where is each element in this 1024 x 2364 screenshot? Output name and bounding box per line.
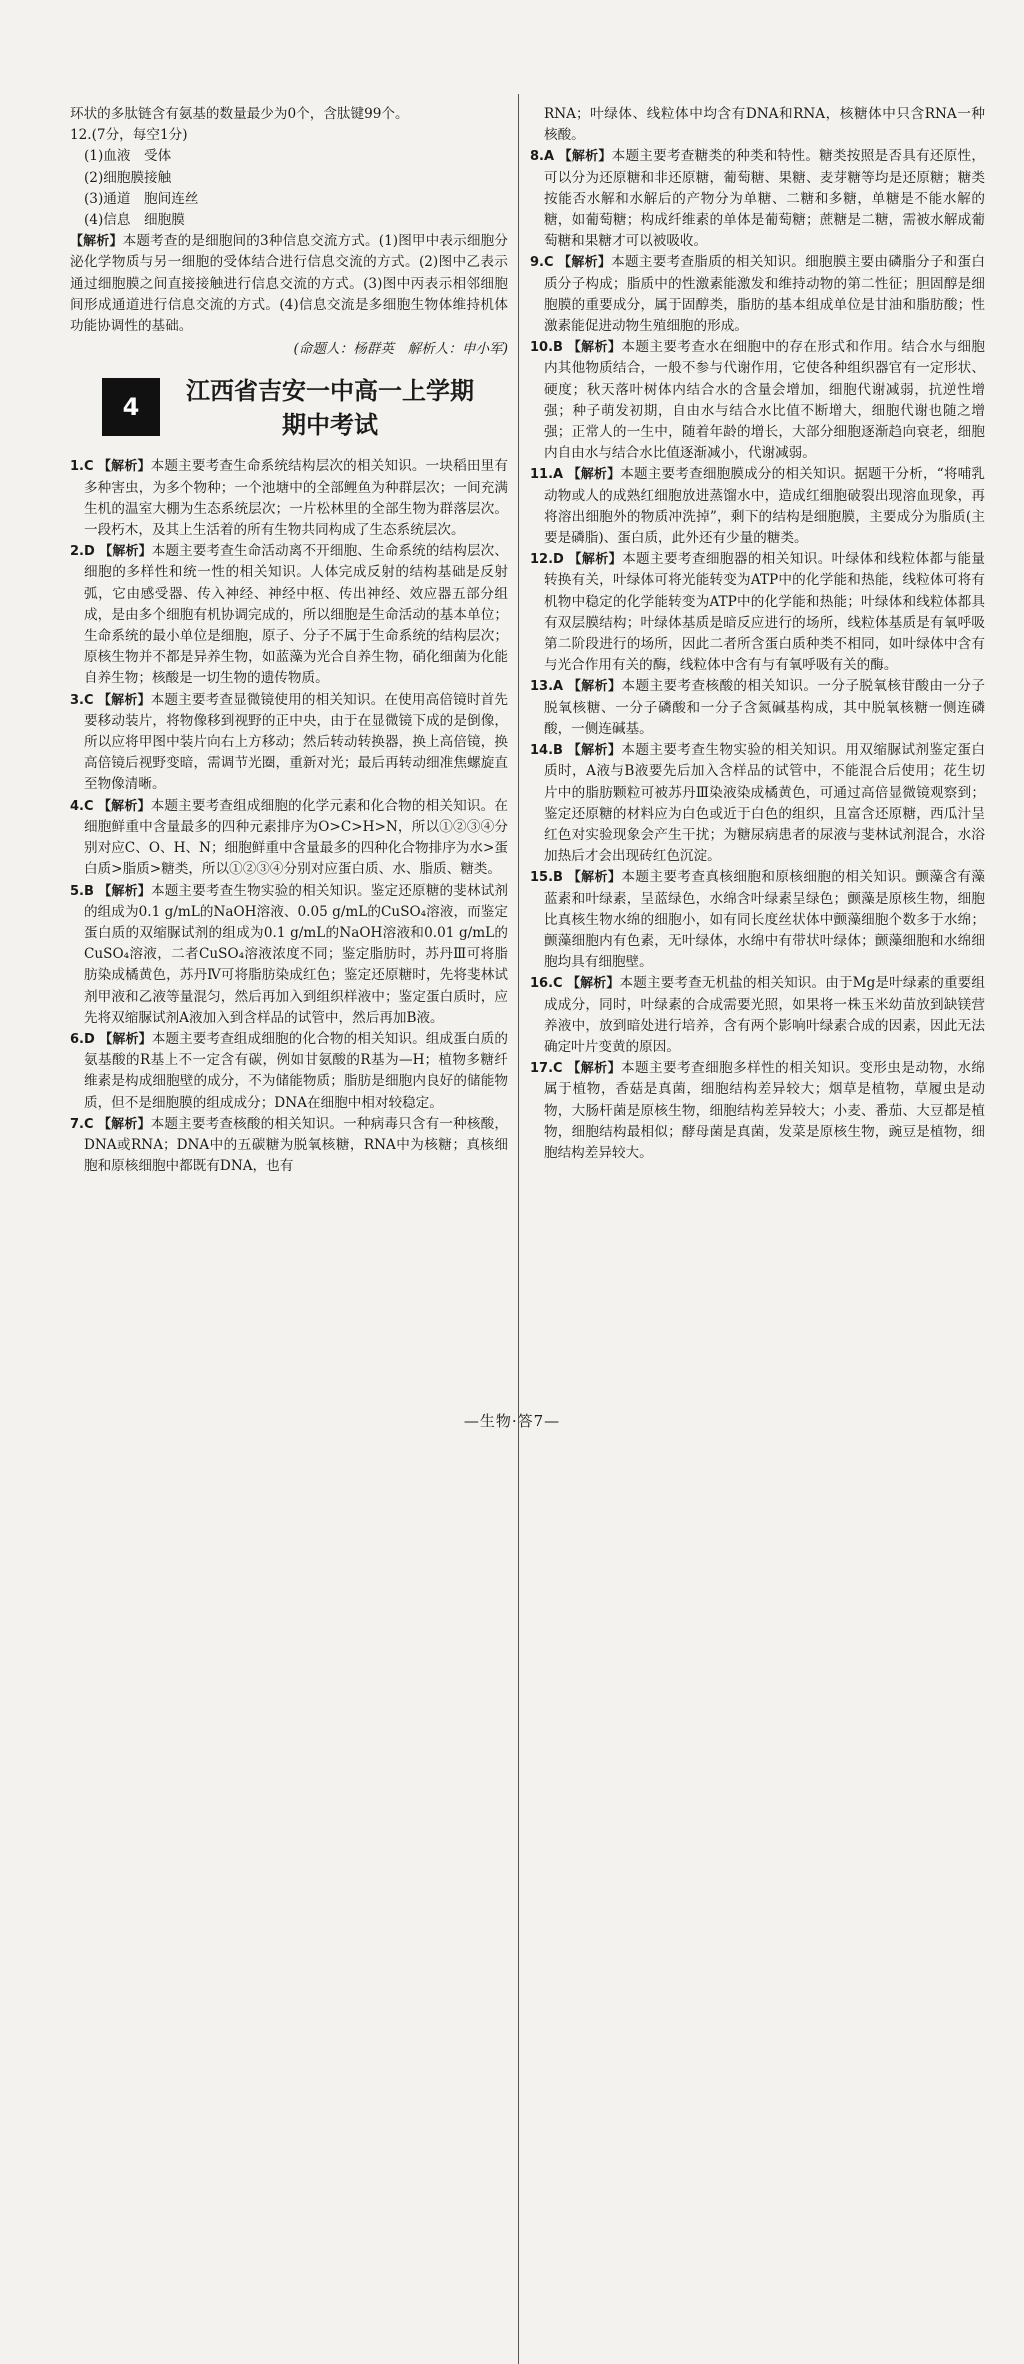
- answer-10: [530, 337, 985, 464]
- q12-head: 12.(7分，每空1分): [70, 127, 188, 144]
- q12-line-1: (1)血液 受体: [84, 148, 172, 165]
- answer-15: [530, 867, 985, 973]
- analysis-text: 本题主要考查生物实验的相关知识。鉴定还原糖的斐林试剂的组成为0.1 g/mL的NaOH溶液、0.05 g/mL的CuSO₄溶液，而鉴定蛋白质的双缩脲试剂的组成为0.1 g/mL的NaOH溶液和0.01 g/mL的CuSO₄溶液，二者CuSO₄溶液浓度不同；鉴定脂肪时，苏丹Ⅲ可将脂肪染成橘黄色，苏丹Ⅳ可将脂肪染成红色；鉴定还原糖时，先将斐林试剂甲液和乙液等量混匀，然后再加入到组织样液中；鉴定蛋白质时，应先将双缩脲试剂A液加入到含样品的试管中，然后再加B液。: [84, 882, 508, 1026]
- analysis-tag: 【解析】: [567, 870, 622, 886]
- analysis-tag: 【解析】: [98, 798, 151, 814]
- answer-number: 10.B: [530, 340, 563, 356]
- answer-number: 1.C: [70, 459, 94, 475]
- analysis-text: 本题主要考查核酸的相关知识。一种病毒只含有一种核酸，DNA或RNA；DNA中的五碳糖为脱氧核糖，RNA中为核糖；真核细胞和原核细胞中都既有DNA，也有: [84, 1115, 508, 1175]
- analysis-text: 本题主要考查生物实验的相关知识。用双缩脲试剂鉴定蛋白质时，A液与B液要先后加入含样品的试管中，不能混合后使用；花生切片中的脂肪颗粒可被苏丹Ⅲ染液染成橘黄色，可通过高倍显微镜观察到；鉴定还原糖的材料应为白色或近于白色的组织，且富含还原糖，西瓜汁呈红色对实验现象会产生干扰；为糖尿病患者的尿液与斐林试剂混合，水浴加热后才会出现砖红色沉淀。: [544, 742, 985, 865]
- analysis-text: 本题主要考查水在细胞中的存在形式和作用。结合水与细胞内其他物质结合，一般不参与代谢作用，它使各种组织器官有一定形状、硬度；秋天落叶树体内结合水的含量会增加，细胞代谢减弱，抗逆性增强；种子萌发初期，自由水与结合水比值不断增大，细胞代谢也随之增强；正常人的一生中，随着年龄的增长，大部分细胞逐渐趋向衰老，细胞内自由水与结合水比值逐渐减小，代谢减弱。: [544, 339, 985, 462]
- left-column: [70, 104, 508, 1177]
- section-title-line-1: 江西省吉安一中高一上学期: [186, 377, 474, 406]
- q12-analysis: [70, 231, 508, 337]
- answer-6: [70, 1029, 508, 1114]
- q12-line-2: (2)细胞膜接触: [84, 169, 172, 186]
- answer-1: [70, 456, 508, 541]
- answer-12: [530, 549, 985, 676]
- analysis-tag: 【解析】: [98, 1116, 151, 1132]
- section-header: [70, 374, 508, 444]
- analysis-text: 本题主要考查核酸的相关知识。一分子脱氧核苷酸由一分子脱氧核糖、一分子磷酸和一分子含氮碱基构成，其中脱氧核糖一侧连磷酸，一侧连碱基。: [544, 678, 985, 737]
- page-footer: —生物·答7—: [463, 1412, 561, 1430]
- analysis-tag: 【解析】: [567, 467, 621, 483]
- analysis-text: 本题主要考查糖类的种类和特性。糖类按照是否具有还原性，可以分为还原糖和非还原糖，葡萄糖、果糖、麦芽糖等均是还原糖；糖类按能否水解和水解后的产物分为单糖、二糖和多糖，单糖是不能水解的糖，如葡萄糖；构成纤维素的单体是葡萄糖；蔗糖是二糖，需被水解成葡萄糖和果糖才可以被吸收。: [544, 148, 985, 250]
- analysis-text: 本题主要考查组成细胞的化合物的相关知识。组成蛋白质的氨基酸的R基上不一定含有碳，例如甘氨酸的R基为—H；植物多糖纤维素是构成细胞壁的成分，不为储能物质；脂肪是细胞内良好的储能物质，但不是细胞膜的组成成分；DNA在细胞中相对较稳定。: [84, 1030, 508, 1111]
- continuation-paragraph: 环状的多肽链含有氨基的数量最少为0个，含肽键99个。: [70, 106, 409, 122]
- analysis-tag: 【解析】: [568, 552, 623, 568]
- answer-14: [530, 740, 985, 867]
- answer-7: [70, 1114, 508, 1178]
- credit-line: (命题人：杨群英 解析人：申小军): [293, 341, 508, 358]
- analysis-tag: 【解析】: [567, 743, 622, 759]
- answer-number: 15.B: [530, 870, 563, 886]
- analysis-text: 本题主要考查细胞器的相关知识。叶绿体和线粒体都与能量转换有关，叶绿体可将光能转变为ATP中的化学能和热能，线粒体可将有机物中稳定的化学能转变为ATP中的化学能和热能；叶绿体和线粒体都具有双层膜结构；叶绿体基质是暗反应进行的场所，线粒体基质是有氧呼吸第二阶段进行的场所，因此二者所含蛋白质种类不相同，如叶绿体中含有与光合作用有关的酶，线粒体中含有与有氧呼吸有关的酶。: [544, 551, 985, 674]
- analysis-tag: 【解析】: [98, 883, 151, 899]
- analysis-text: 本题主要考查组成细胞的化学元素和化合物的相关知识。在细胞鲜重中含量最多的四种元素排序为O>C>H>N，所以①②③④分别对应C、O、H、N；细胞鲜重中含量最多的四种化合物排序为水>蛋白质>脂质>糖类，所以①②③④分别对应蛋白质、水、脂质、糖类。: [84, 797, 508, 878]
- answer-11: [530, 464, 985, 549]
- analysis-tag: 【解析】: [567, 679, 622, 695]
- analysis-text: 本题主要考查脂质的相关知识。细胞膜主要由磷脂分子和蛋白质分子构成；脂质中的性激素能激发和维持动物的第二性征；胆固醇是细胞膜的重要成分，属于固醇类，脂肪的基本组成单位是甘油和脂肪酸；性激素能促进动物生殖细胞的形成。: [544, 254, 985, 335]
- q12-line-3: (3)通道 胞间连丝: [84, 190, 199, 207]
- answer-16: [530, 973, 985, 1058]
- analysis-text: 本题主要考查无机盐的相关知识。由于Mg是叶绿素的重要组成成分，同时，叶绿素的合成需要光照，如果将一株玉米幼苗放到缺镁营养液中，放到暗处进行培养，含有两个影响叶绿素合成的因素，因此无法确定叶片变黄的原因。: [544, 975, 985, 1055]
- analysis-tag: 【解析】: [567, 1061, 622, 1077]
- answer-13: [530, 676, 985, 740]
- answer-number: 12.D: [530, 552, 564, 568]
- answer-number: 17.C: [530, 1061, 563, 1077]
- section-title: [170, 374, 490, 442]
- answer-number: 13.A: [530, 679, 564, 695]
- analysis-tag: 【解析】: [99, 1031, 152, 1047]
- answer-9: [530, 252, 985, 337]
- analysis-text: 本题考查的是细胞间的3种信息交流方式。(1)图甲中表示细胞分泌化学物质与另一细胞的受体结合进行信息交流的方式。(2)图中乙表示通过细胞膜之间直接接触进行信息交流的方式。(3)图中丙表示相邻细胞间形成通道进行信息交流的方式。(4)信息交流是多细胞生物体维持机体功能协调性的基础。: [70, 233, 508, 335]
- answer-number: 11.A: [530, 467, 564, 483]
- analysis-tag: 【解析】: [558, 255, 612, 271]
- analysis-text: 本题主要考查生命活动离不开细胞、生命系统的结构层次、细胞的多样性和统一性的相关知识。人体完成反射的结构基础是反射弧，它由感受器、传入神经、神经中枢、传出神经、效应器五部分组成，是由多个细胞有机协调完成的，所以细胞是生命活动的基本单位；生命系统的最小单位是细胞，原子、分子不属于生命系统的结构层次；原核生物并不都是异养生物，如蓝藻为光合自养生物，硝化细菌为化能自养生物；核酸是一切生物的遗传物质。: [84, 543, 508, 687]
- answer-number: 14.B: [530, 743, 563, 759]
- answer-5: [70, 881, 508, 1029]
- answer-number: 4.C: [70, 798, 94, 814]
- answer-4: [70, 796, 508, 881]
- analysis-tag: 【解析】: [567, 976, 620, 992]
- analysis-text: 本题主要考查细胞多样性的相关知识。变形虫是动物，水绵属于植物，香菇是真菌，细胞结构差异较大；烟草是植物，草履虫是动物，大肠杆菌是原核生物，细胞结构差异较大；小麦、番茄、大豆都是植物，细胞结构最相似；酵母菌是真菌，发菜是原核生物，豌豆是植物，细胞结构差异较大。: [544, 1060, 985, 1161]
- analysis-tag: 【解析】: [70, 234, 123, 250]
- answer-number: 6.D: [70, 1031, 95, 1047]
- answer-number: 8.A: [530, 149, 555, 165]
- analysis-text: 本题主要考查细胞膜成分的相关知识。据题干分析，“将哺乳动物或人的成熟红细胞放进蒸馏水中，造成红细胞破裂出现溶血现象，再将溶出细胞外的物质冲洗掉”，剩下的结构是细胞膜，主要成分为脂质(主要是磷脂)、蛋白质，此外还有少量的糖类。: [544, 466, 985, 547]
- answer-2: [70, 541, 508, 689]
- analysis-tag: 【解析】: [98, 692, 151, 708]
- analysis-tag: 【解析】: [558, 149, 612, 165]
- analysis-tag: 【解析】: [98, 459, 151, 475]
- analysis-text: 本题主要考查真核细胞和原核细胞的相关知识。颤藻含有藻蓝素和叶绿素，呈蓝绿色，水绵含叶绿素呈绿色；颤藻是原核生物，细胞比真核生物水绵的细胞小，如有同长度丝状体中颤藻细胞个数多于水绵；颤藻细胞内有色素，无叶绿体，水绵中有带状叶绿体；颤藻细胞和水绵细胞均具有细胞壁。: [544, 869, 985, 971]
- answer-number: 9.C: [530, 255, 554, 271]
- section-title-line-2: 期中考试: [282, 411, 378, 440]
- answer-number: 16.C: [530, 976, 563, 992]
- answer-number: 5.B: [70, 883, 94, 899]
- analysis-tag: 【解析】: [567, 340, 622, 356]
- answer-number: 7.C: [70, 1116, 94, 1132]
- answer-8: [530, 146, 985, 252]
- answer-3: [70, 690, 508, 796]
- answer-number: 2.D: [70, 544, 95, 560]
- answer-number: 3.C: [70, 692, 94, 708]
- analysis-tag: 【解析】: [99, 544, 152, 560]
- analysis-text: 本题主要考查生命系统结构层次的相关知识。一块稻田里有多种害虫，为多个物种；一个池塘中的全部鲤鱼为种群层次；一间充满生机的温室大棚为生态系统层次；一片松林里的全部生物为群落层次。一段朽木，及其上生活着的所有生物共同构成了生态系统层次。: [84, 458, 508, 539]
- section-number-badge: 4: [102, 378, 160, 436]
- q12-line-4: (4)信息 细胞膜: [84, 212, 185, 229]
- answer-17: [530, 1058, 985, 1164]
- right-column: [530, 104, 985, 1164]
- analysis-text: 本题主要考查显微镜使用的相关知识。在使用高倍镜时首先要移动装片，将物像移到视野的正中央，由于在显微镜下成的是倒像，所以应将甲图中装片向右上方移动；然后转动转换器，换上高倍镜，换高倍镜后视野变暗，需调节光圈，重新对光；最后再转动细准焦螺旋直至物像清晰。: [84, 691, 508, 793]
- continuation-paragraph: RNA；叶绿体、线粒体中均含有DNA和RNA，核糖体中只含RNA一种核酸。: [544, 106, 985, 144]
